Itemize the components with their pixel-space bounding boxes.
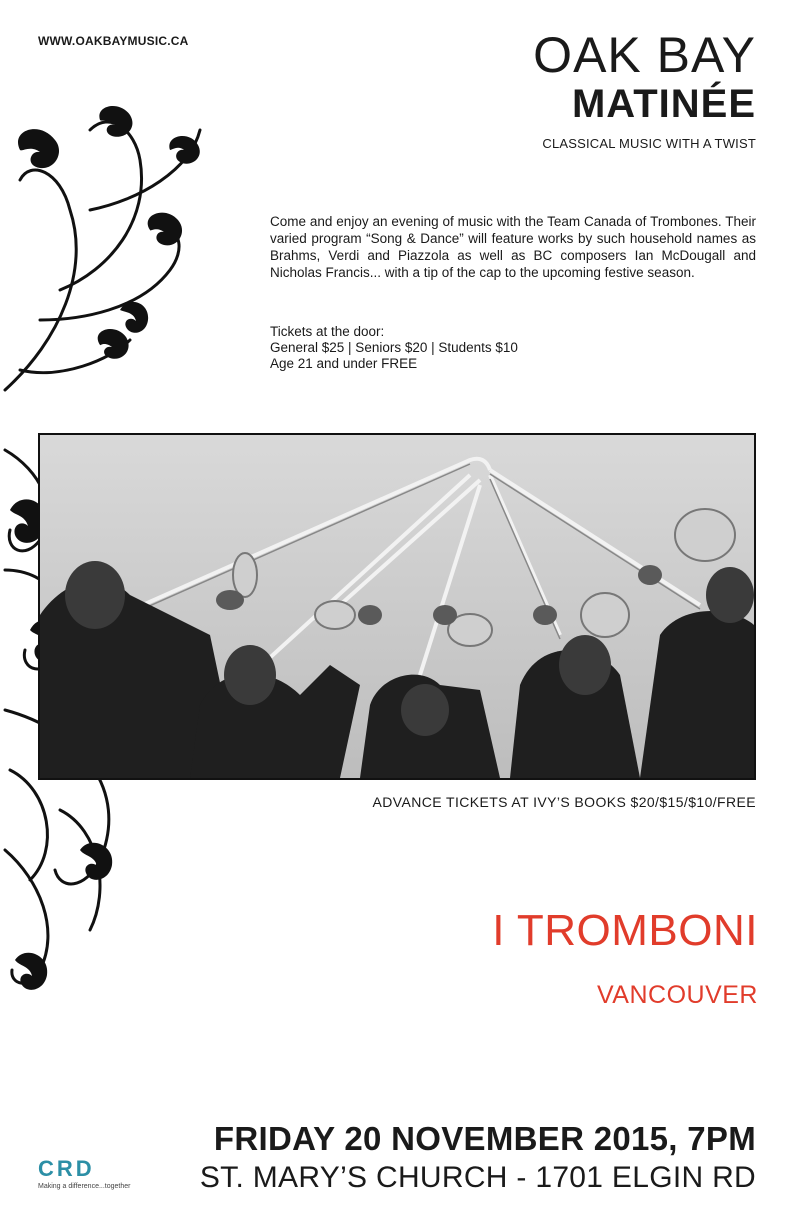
ticket-youth: Age 21 and under FREE [270, 356, 418, 371]
event-date-time: FRIDAY 20 NOVEMBER 2015, 7PM [213, 1120, 756, 1157]
website-link[interactable]: WWW.OAKBAYMUSIC.CA [38, 34, 189, 48]
crd-logo: CRD [38, 1156, 95, 1181]
brand-title-line2: MATINÉE [571, 82, 756, 126]
ticket-heading: Tickets at the door: [270, 324, 385, 339]
advance-tickets-info: ADVANCE TICKETS AT IVY’S BOOKS $20/$15/$10/FREE [372, 794, 756, 810]
band-photo [38, 433, 756, 780]
event-venue: ST. MARY’S CHURCH - 1701 ELGIN RD [199, 1161, 756, 1194]
performer-name: I TROMBONI [492, 906, 758, 955]
trombonists-image [40, 435, 754, 778]
brand-tagline: CLASSICAL MUSIC WITH A TWIST [542, 136, 756, 151]
sponsor-tagline: Making a difference...together [38, 1183, 131, 1190]
sponsor-logo-block [38, 1156, 131, 1190]
performer-city: VANCOUVER [596, 981, 758, 1009]
ticket-prices: General $25 | Seniors $20 | Students $10 [270, 340, 518, 355]
ticket-info [270, 324, 518, 372]
event-description: Come and enjoy an evening of music with the Team Canada of Trombones. Their varied program “Song & Dance” will feature works by such household names as Brahms, Verdi and Piazzola as well as BC composers Ian McDougall and Nicholas Francis... with a tip of the cap to the upcoming festive season. [270, 214, 756, 280]
brand-title-line1: OAK BAY [533, 27, 756, 83]
